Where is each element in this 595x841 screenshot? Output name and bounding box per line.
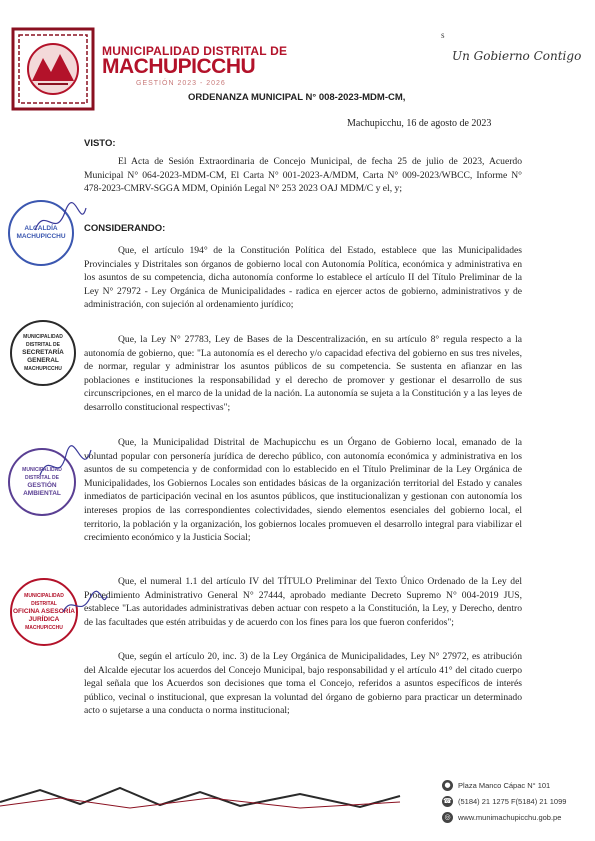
considerando-paragraph-3 <box>84 436 522 545</box>
stamp-ambiental-mid: GESTIÓN AMBIENTAL <box>23 482 61 497</box>
considerando-paragraph-4 <box>84 575 522 629</box>
web-icon: ◎ <box>442 812 453 823</box>
considerando-paragraph-2 <box>84 333 522 415</box>
stamp-ambiental-top: MUNICIPALIDAD DISTRITAL DE <box>22 467 62 481</box>
brand-line-2: MACHUPICCHU <box>102 55 256 78</box>
stamp-juridica-top: MUNICIPALIDAD DISTRITAL <box>24 593 64 607</box>
stamp-alcaldia-text: ALCALDÍA MACHUPICCHU <box>16 225 66 240</box>
paragraph-text: Que, el artículo 194° de la Constitución Política del Estado, establece que las Municipalidades Provinciales y Distritales son órganos de gobierno local con Autonomía Política, económica y administrativa en los asuntos de su competencia, dicha autonomía conforme lo establece el artículo II del Título Preliminar de la Ley N° 27972 - Ley Orgánica de Municipalidades - radica en ejercer actos de gobierno, administrativos y de administración, con sujeción al ordenamiento jurídico; <box>84 245 522 311</box>
stamp-secretaria-bot: MACHUPICCHU <box>24 366 62 372</box>
location-icon: ● <box>442 780 453 791</box>
place-date: Machupicchu, 16 de agosto de 2023 <box>347 118 492 129</box>
signature-3 <box>60 590 110 620</box>
visto-heading: VISTO: <box>84 138 116 149</box>
stamp-secretaria-top: MUNICIPALIDAD DISTRITAL DE <box>23 334 63 348</box>
paragraph-text: Que, según el artículo 20, inc. 3) de la Ley Orgánica de Municipalidades, Ley N° 27972, es atribución del Alcalde ejecutar los acuerdos del Concejo Municipal, bajo responsabilidad y el artículo 41° del citado cuerpo legal señala que los Acuerdos son decisiones que toma el Concejo, referidos a asuntos específicos de interés público, vecinal o institucional, que expresan la voluntad del órgano de gobierno para practicar un determinado acto o sujetarse a una conducta o norma institucional; <box>84 651 522 717</box>
considerando-paragraph-1 <box>84 244 522 312</box>
paragraph-text: Que, la Ley N° 27783, Ley de Bases de la Descentralización, en su artículo 8° regula respecto a la autonomía de gobierno, que: "La autonomía es el derecho y/o capacidad efectiva del gobierno en sus tres niveles, de normar, regular y administrar los asuntos públicos de su competencia. Se sustenta en afianzar en las poblaciones e instituciones la responsabilidad y el derecho de promover y gestionar el desarrollo de sus circunscripciones, en el marco de la unidad de la nación. La autonomía se sujeta a la Constitución y a las leyes de desarrollo constitucional respectivas"; <box>84 334 522 413</box>
signature-1 <box>30 200 90 245</box>
stamp-juridica-mid: OFICINA ASESORÍA JURÍDICA <box>13 608 75 623</box>
considerando-paragraph-5 <box>84 650 522 718</box>
visto-text: El Acta de Sesión Extraordinaria de Concejo Municipal, de fecha 25 de julio de 2023, Acuerdo Municipal N° 064-2023-MDM-CM, El Carta N° 001-2023-A/MDM, Carta N° 009-2023/WBCC, Informe N° 478-2023-CMRV-SGGA MDM, Opinión Legal N° 253 2023 OAJ MDM/C y el, y; <box>84 156 522 195</box>
footer-address: Plaza Manco Cápac N° 101 <box>458 781 551 790</box>
signature-2 <box>36 440 96 490</box>
brand-line-3: GESTIÓN 2023 - 2026 <box>136 80 226 87</box>
stamp-secretaria-mid: SECRETARÍA GENERAL <box>22 349 64 364</box>
phone-icon: ☎ <box>443 797 452 805</box>
document-title: ORDENANZA MUNICIPAL N° 008-2023-MDM-CM, <box>188 92 406 103</box>
stamp-juridica-bot: MACHUPICCHU <box>25 625 63 631</box>
municipality-logo <box>10 26 96 112</box>
stamp-secretaria <box>10 320 76 386</box>
footer-phone: (5184) 21 1275 F(5184) 21 1099 <box>458 797 567 806</box>
footer-website[interactable]: www.munimachupicchu.gob.pe <box>458 813 562 822</box>
considerando-heading: CONSIDERANDO: <box>84 223 166 234</box>
slogan: Un Gobierno Contigo <box>452 49 582 63</box>
brand-line-1: MUNICIPALIDAD DISTRITAL DE <box>102 44 288 58</box>
page-mark: s <box>441 30 445 40</box>
visto-paragraph <box>84 155 522 196</box>
paragraph-text: Que, el numeral 1.1 del artículo IV del TÍTULO Preliminar del Texto Único Ordenado de la Ley del Procedimiento Administrativo General N° 27444, aprobado mediante Decreto Supremo N° 004-2019 JUS, establece "Las autoridades administrativas deben actuar con respeto a la Constitución, la Ley, y Derecho, dentro de las facultades que estén atribuidas y de acuerdo con los fines para los que fueron conferidos"; <box>84 576 522 628</box>
paragraph-text: Que, la Municipalidad Distrital de Machupicchu es un Órgano de Gobierno local, emanado de la voluntad popular con personería jurídica de derecho público, con autonomía económica y administrativa en los asuntos de su competencia y de conformidad con lo establecido en el Título Preliminar de la Ley Orgánica de Municipalidades, los Gobiernos Locales son entidades básicas de la organización territorial del Estado y canales inmediatos de participación vecinal en los asuntos públicos, que institucionalizan y gestionan con autonomía los intereses propios de las correspondientes colectividades, siendo elementos esenciales del gobierno local, el territorio, la población y la organización, los gobiernos locales promueven el desarrollo integral para viabilizar el crecimiento económico y la Justicia Social; <box>84 437 522 544</box>
